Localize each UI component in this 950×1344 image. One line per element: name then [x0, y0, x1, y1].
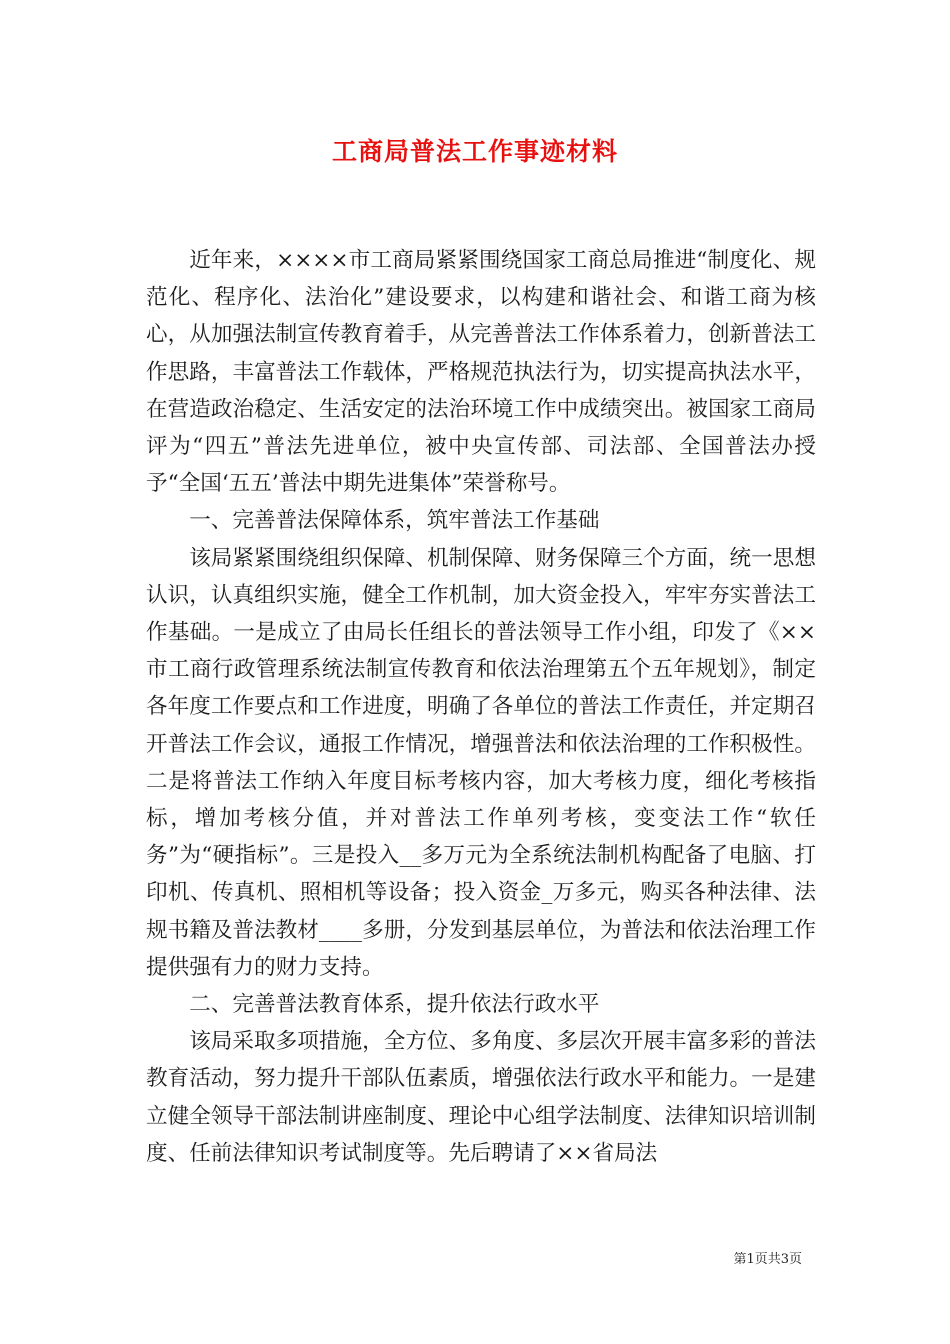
section-heading-1: 一、完善普法保障体系，筑牢普法工作基础 — [189, 508, 600, 534]
intro-paragraph: 近年来，××××市工商局紧紧围绕国家工商总局推进“制度化、规范化、程序化、法治化”建设要求，以构建和谐社会、和谐工商为核心，从加强法制宣传教育着手，从完善普法工作体系着力，创新普法工作思路，丰富普法工作载体，严格规范执法行为，切实提高执法水平，在营造政治稳定、生活安定的法治环境工作中成绩突出。被国家工商局评为“四五”普法先进单位，被中央宣传部、司法部、全国普法办授予“全国‘五五’普法中期先进集体”荣誉称号。 — [146, 248, 816, 497]
section-paragraph-1: 该局紧紧围绕组织保障、机制保障、财务保障三个方面，统一思想认识，认真组织实施，健全工作机制，加大资金投入，牢牢夯实普法工作基础。一是成立了由局长任组长的普法领导工作小组，印发了《××市工商行政管理系统法制宣传教育和依法治理第五个五年规划》，制定各年度工作要点和工作进度，明确了各单位的普法工作责任，并定期召开普法工作会议，通报工作情况，增强普法和依法治理的工作积极性。二是将普法工作纳入年度目标考核内容，加大考核力度，细化考核指标，增加考核分值，并对普法工作单列考核，变变法工作“软任务”为“硬指标”。三是投入__多万元为全系统法制机构配备了电脑、打印机、传真机、照相机等设备；投入资金_万多元，购买各种法律、法规书籍及普法教材____多册，分发到基层单位，为普法和依法治理工作提供强有力的财力支持。 — [146, 545, 816, 980]
document-body — [146, 242, 816, 1172]
document-title: 工商局普法工作事迹材料 — [331, 137, 618, 166]
section-heading-2: 二、完善普法教育体系，提升依法行政水平 — [189, 992, 600, 1018]
section-paragraph-2: 该局采取多项措施，全方位、多角度、多层次开展丰富多彩的普法教育活动，努力提升干部队伍素质，增强依法行政水平和能力。一是建立健全领导干部法制讲座制度、理论中心组学法制度、法律知识培训制度、任前法律知识考试制度等。先后聘请了××省局法 — [146, 1029, 816, 1166]
page-number: 第1页共3页 — [733, 1252, 802, 1267]
